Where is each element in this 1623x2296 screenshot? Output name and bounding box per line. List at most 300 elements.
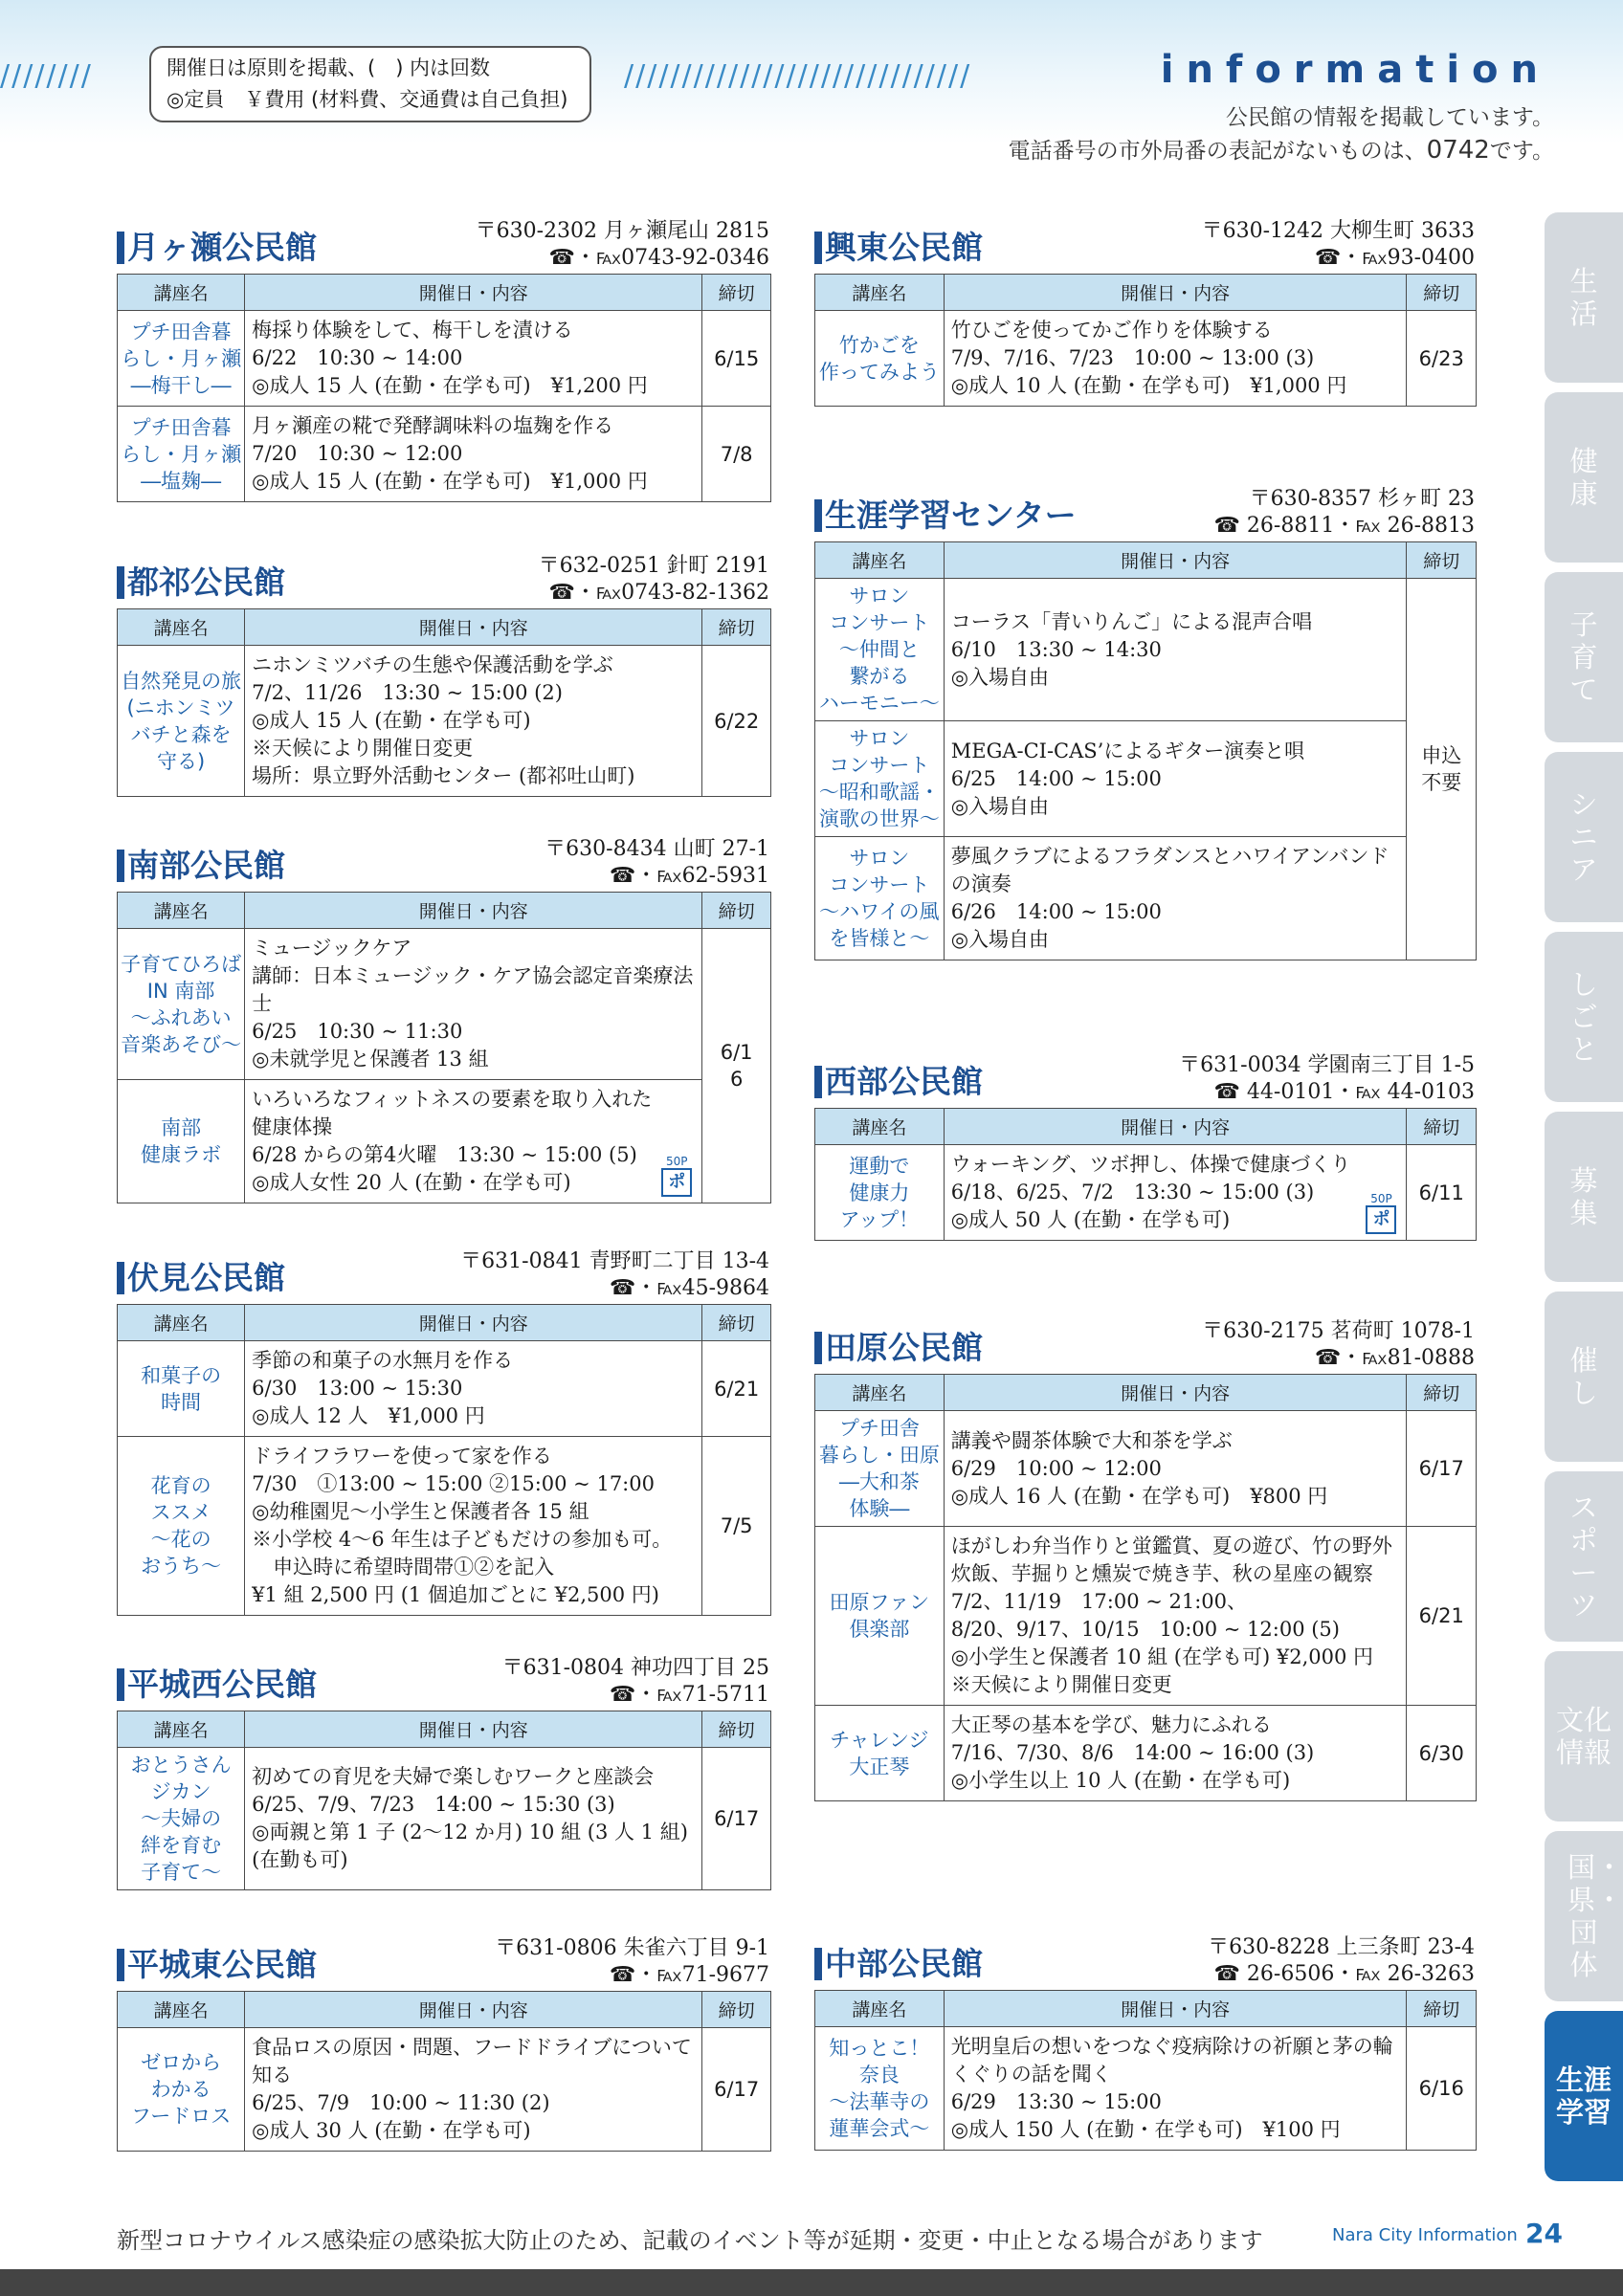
content-line: MEGA-CI-CAS’によるギター演奏と唄: [950, 739, 1305, 762]
content-line: ◎成人 15 人 (在勤・在学も可) ¥1,000 円: [252, 470, 648, 493]
content-line: 6/10 13:30 ~ 14:30: [950, 637, 1162, 661]
phone-fax: ☎・℻0743-92-0346: [548, 246, 769, 270]
table-header-row: [118, 1711, 771, 1748]
section-heijo-higashi: [117, 1935, 771, 2152]
course-name-line: 竹かごを: [838, 333, 920, 357]
content-line: ◎幼稚園児～小学生と保護者各 15 組: [252, 1500, 589, 1523]
course-content: [944, 579, 1407, 721]
section-address: [476, 218, 769, 272]
tab-kosodate[interactable]: 子育て: [1545, 572, 1623, 742]
course-name-line: 自然発見の旅: [121, 669, 242, 693]
course-table: [814, 1374, 1477, 1801]
section-header: [814, 218, 1477, 274]
postal-address: 〒630-8228 上三条町 23-4: [1208, 1935, 1475, 1959]
content-line: ◎入場自由: [950, 794, 1050, 818]
course-name-line: らし・月ヶ瀬: [121, 346, 242, 370]
section-address: [1208, 1934, 1475, 1988]
col-header-content: 開催日・内容: [944, 275, 1407, 311]
content-line: 講師：日本ミュージック・ケア協会認定音楽療法士: [252, 964, 694, 1015]
phone-fax: ☎ 26-6506・℻ 26-3263: [1213, 1962, 1475, 1986]
content-line: 季節の和菓子の水無月を作る: [252, 1349, 514, 1372]
col-header-content: 開催日・内容: [944, 1375, 1407, 1411]
table-header-row: [815, 1109, 1477, 1145]
section-title: 中部公民館: [814, 1948, 983, 1980]
col-header-content: 開催日・内容: [944, 542, 1407, 579]
point-amount: 50P: [666, 1155, 688, 1168]
bottom-bar: [0, 2269, 1623, 2296]
course-table: [117, 274, 771, 502]
legend-line-2: ◎定員 ￥費用 (材料費、交通費は自己負担): [167, 88, 568, 111]
col-header-course: 講座名: [815, 1991, 945, 2027]
deadline: 6/30: [1407, 1706, 1477, 1801]
postal-address: 〒630-8357 杉ヶ町 23: [1249, 487, 1475, 511]
course-name-line: ゼロから: [141, 2051, 222, 2074]
postal-address: 〒631-0034 学園南三丁目 1-5: [1179, 1053, 1475, 1077]
content-line: ◎成人 150 人 (在勤・在学も可) ¥100 円: [950, 2118, 1341, 2141]
course-name-line: サロン: [849, 847, 910, 870]
deadline: 6/21: [702, 1341, 771, 1437]
section-address: [545, 836, 769, 890]
content-line: 7/2、11/19 17:00 ~ 21:00、: [950, 1590, 1248, 1613]
section-address: [1214, 486, 1476, 540]
content-line: 梅採り体験をして、梅干しを漬ける: [252, 319, 573, 342]
tab-kenko[interactable]: 健康: [1545, 392, 1623, 563]
col-header-course: 講座名: [118, 1305, 245, 1341]
course-name: [815, 837, 945, 960]
phone-fax: ☎・℻0743-82-1362: [548, 581, 769, 605]
course-name-line: フードロス: [130, 2105, 232, 2128]
postal-address: 〒631-0841 青野町二丁目 13-4: [460, 1249, 769, 1273]
deadline: 6/11: [1407, 1145, 1477, 1241]
page-number: 24: [1525, 2218, 1563, 2249]
content-line: 夢風クラブによるフラダンスとハワイアンバンドの演奏: [950, 845, 1390, 895]
table-header-row: [815, 1375, 1477, 1411]
course-name-line: 繋がる: [849, 665, 910, 688]
section-title: 月ヶ瀬公民館: [117, 232, 317, 264]
course-name-line: ～法華寺の: [829, 2090, 930, 2113]
table-row: [118, 1080, 771, 1203]
course-name-line: 子育てひろば: [121, 952, 242, 976]
col-header-deadline: 締切: [702, 1711, 771, 1748]
course-name: [118, 407, 245, 502]
table-row: [118, 2028, 771, 2152]
section-seibu: [814, 1052, 1477, 1241]
col-header-content: 開催日・内容: [245, 1711, 702, 1748]
deadline: 6/17: [702, 1748, 771, 1890]
course-name-line: ―大和茶: [838, 1470, 920, 1493]
section-address: [539, 553, 769, 607]
phone-fax: ☎・℻62-5931: [609, 864, 769, 888]
course-name-line: ススメ: [150, 1501, 211, 1524]
course-name: [815, 1706, 945, 1801]
content-line: 月ヶ瀬産の糀で発酵調味料の塩麹を作る: [252, 414, 614, 437]
content-line: 食品ロスの原因・問題、フードドライブについて知る: [252, 2036, 692, 2086]
deadline: 6/22: [702, 646, 771, 797]
col-header-course: 講座名: [118, 1992, 245, 2028]
course-name-line: 守る): [156, 749, 206, 773]
course-name-line: コンサート: [829, 754, 930, 777]
section-address: [1202, 1318, 1475, 1372]
course-content: [245, 2028, 702, 2152]
section-header: [117, 1655, 771, 1711]
point-amount: 50P: [1370, 1192, 1392, 1205]
course-name-line: ―塩麹―: [141, 469, 222, 493]
course-name: [815, 1527, 945, 1706]
course-name-line: ハーモニー～: [818, 692, 940, 715]
course-name-line: IN 南部: [146, 979, 215, 1003]
phone-fax: ☎・℻71-9677: [609, 1963, 769, 1987]
postal-address: 〒631-0804 神功四丁目 25: [501, 1656, 769, 1680]
course-name-line: 時間: [161, 1390, 202, 1414]
postal-address: 〒632-0251 針町 2191: [538, 554, 769, 578]
point-label: ポ: [1366, 1205, 1396, 1234]
deadline: 6/16: [702, 929, 771, 1203]
section-tsukigase: [117, 218, 771, 502]
section-title: 都祁公民館: [117, 566, 285, 599]
course-name-line: ～花の: [150, 1528, 211, 1551]
table-header-row: [815, 275, 1477, 311]
section-header: [814, 1052, 1477, 1108]
header-subtitle: [1009, 101, 1554, 167]
table-header-row: [815, 1991, 1477, 2027]
course-name-line: 田原ファン: [829, 1591, 930, 1614]
section-title: 平城西公民館: [117, 1668, 317, 1701]
content-line: ◎小学生以上 10 人 (在勤・在学も可): [950, 1769, 1291, 1792]
phone-fax: ☎・℻81-0888: [1314, 1346, 1475, 1370]
col-header-course: 講座名: [815, 1375, 945, 1411]
col-header-deadline: 締切: [1407, 542, 1477, 579]
deadline: 6/17: [1407, 1411, 1477, 1527]
content-line: 6/28 からの第4火曜 13:30 ~ 15:00 (5): [252, 1143, 637, 1166]
course-content: [944, 2027, 1407, 2151]
subtitle-line-1: 公民館の情報を掲載しています。: [1225, 105, 1554, 130]
tab-shigoto[interactable]: しごと: [1545, 932, 1623, 1102]
course-name-line: サロン: [849, 585, 910, 607]
table-row: [815, 1706, 1477, 1801]
table-row: [815, 837, 1477, 960]
postal-address: 〒630-1242 大柳生町 3633: [1201, 219, 1475, 243]
table-row: [118, 311, 771, 407]
content-line: ドライフラワーを使って家を作る: [252, 1445, 552, 1468]
table-row: [118, 929, 771, 1080]
course-name-line: ～昭和歌謡・: [818, 781, 940, 804]
tab-senior[interactable]: シニア: [1545, 752, 1623, 922]
section-address: [460, 1248, 769, 1302]
course-name-line: プチ田舎暮: [130, 320, 232, 343]
course-table: [117, 1304, 771, 1616]
table-row: [118, 1748, 771, 1890]
col-header-deadline: 締切: [702, 1992, 771, 2028]
col-header-course: 講座名: [815, 275, 945, 311]
postal-address: 〒630-2302 月ヶ瀬尾山 2815: [475, 219, 769, 243]
course-name-line: おとうさん: [130, 1754, 232, 1777]
content-line: ◎未就学児と保護者 13 組: [252, 1048, 489, 1071]
section-title: 生涯学習センター: [814, 499, 1077, 532]
col-header-course: 講座名: [118, 275, 245, 311]
content-line: 6/25 10:30 ~ 11:30: [252, 1020, 463, 1043]
content-line: 大正琴の基本を学び、魅力にふれる: [950, 1713, 1272, 1736]
table-header-row: [815, 542, 1477, 579]
course-name: [118, 1748, 245, 1890]
content-line: 8/20、9/17、10/15 10:00 ~ 12:00 (5): [950, 1618, 1340, 1641]
tab-shogai-gakushu[interactable]: 生涯学習: [1545, 2011, 1623, 2181]
section-header: [117, 1935, 771, 1991]
tab-moyooshi[interactable]: 催し: [1545, 1292, 1623, 1462]
content-line: 6/25、7/9 10:00 ~ 11:30 (2): [252, 2091, 550, 2114]
section-fushimi: [117, 1248, 771, 1616]
course-content: [944, 721, 1407, 837]
content-line: 6/18、6/25、7/2 13:30 ~ 15:00 (3): [950, 1181, 1315, 1203]
table-row: [118, 407, 771, 502]
table-row: [815, 1145, 1477, 1241]
course-content: [944, 1145, 1407, 1241]
col-header-deadline: 締切: [702, 609, 771, 646]
table-row: [815, 1527, 1477, 1706]
course-table: [117, 608, 771, 797]
content-line: ほがしわ弁当作りと蛍鑑賞、夏の遊び、竹の野外炊飯、芋掘りと燻炭で焼き芋、秋の星座の観察: [950, 1534, 1392, 1585]
phone-fax: ☎ 26-8811・℻ 26-8813: [1213, 514, 1475, 538]
decor-slashes-right: //////////////////////////////: [624, 59, 972, 93]
col-header-deadline: 締切: [1407, 275, 1477, 311]
col-header-content: 開催日・内容: [245, 275, 702, 311]
table-header-row: [118, 1305, 771, 1341]
course-table: [814, 541, 1477, 960]
course-name-line: ～夫婦の: [141, 1807, 222, 1830]
course-content: [245, 929, 702, 1080]
content-line: ◎小学生と保護者 10 組 (在学も可) ¥2,000 円: [950, 1645, 1374, 1668]
course-content: [245, 311, 702, 407]
course-name: [118, 929, 245, 1080]
content-line: いろいろなフィットネスの要素を取り入れた健康体操: [252, 1088, 653, 1138]
section-header: [814, 486, 1477, 541]
course-name-line: アップ！: [839, 1207, 920, 1231]
course-name-line: (ニホンミツ: [126, 695, 235, 719]
table-row: [815, 579, 1477, 721]
course-name-line: ジカン: [150, 1780, 211, 1803]
course-name-line: 体験―: [849, 1497, 910, 1520]
point-badge-icon: [1366, 1192, 1396, 1234]
course-name-line: ～仲間と: [838, 638, 920, 661]
course-name-line: 倶楽部: [849, 1618, 910, 1641]
content-line: 7/2、11/26 13:30 ~ 15:00 (2): [252, 681, 563, 704]
content-line: 6/25、7/9、7/23 14:00 ~ 15:30 (3): [252, 1793, 615, 1816]
content-line: ◎成人 10 人 (在勤・在学も可) ¥1,000 円: [950, 374, 1347, 397]
course-name-line: 運動で: [849, 1154, 910, 1178]
footer-brand: Nara City Information: [1332, 2225, 1518, 2245]
content-line: ニホンミツバチの生態や保護活動を学ぶ: [252, 653, 613, 676]
section-heijo-nishi: [117, 1655, 771, 1890]
col-header-course: 講座名: [815, 1109, 945, 1145]
table-header-row: [118, 609, 771, 646]
section-title: 平城東公民館: [117, 1949, 317, 1981]
col-header-course: 講座名: [118, 893, 245, 929]
course-name-line: を皆様と～: [829, 927, 930, 950]
course-table: [117, 1991, 771, 2152]
tab-seikatsu[interactable]: 生活: [1545, 212, 1623, 383]
content-line: 光明皇后の想いをつなぐ疫病除けの祈願と茅の輪くぐりの話を聞く: [950, 2035, 1393, 2086]
content-line: コーラス「青いりんご」による混声合唱: [950, 609, 1313, 633]
course-name: [118, 311, 245, 407]
content-line: 6/29 10:00 ~ 12:00: [950, 1456, 1162, 1480]
course-name: [118, 1437, 245, 1616]
deadline: 6/21: [1407, 1527, 1477, 1706]
legend-box: [149, 46, 591, 122]
course-table: [814, 274, 1477, 407]
content-line: 竹ひごを使ってかご作りを体験する: [950, 319, 1273, 342]
col-header-deadline: 締切: [1407, 1109, 1477, 1145]
postal-address: 〒630-2175 茗荷町 1078-1: [1202, 1319, 1475, 1343]
course-table: [117, 1711, 771, 1890]
course-name: [815, 2027, 945, 2151]
deadline: 7/5: [702, 1437, 771, 1616]
section-title: 興東公民館: [814, 232, 983, 264]
postal-address: 〒631-0806 朱雀六丁目 9-1: [495, 1936, 769, 1960]
course-name: [118, 2028, 245, 2152]
col-header-content: 開催日・内容: [944, 1109, 1407, 1145]
course-name-line: 音楽あそび～: [121, 1032, 242, 1056]
phone-fax: ☎・℻93-0400: [1314, 246, 1475, 270]
content-line: ◎成人 30 人 (在勤・在学も可): [252, 2119, 531, 2142]
content-line: 6/25 14:00 ~ 15:00: [950, 766, 1162, 790]
deadline: 7/8: [702, 407, 771, 502]
col-header-content: 開催日・内容: [245, 609, 702, 646]
course-name-line: 知っとこ！: [829, 2037, 930, 2060]
table-row: [815, 721, 1477, 837]
content-line: ◎両親と第 1 子 (2～12 か月) 10 組 (3 人 1 組): [252, 1821, 688, 1843]
course-name-line: 和菓子の: [141, 1363, 222, 1387]
course-name-line: ―梅干し―: [130, 373, 232, 397]
content-line: ウォーキング、ツボ押し、体操で健康づくり: [950, 1153, 1351, 1176]
course-name-line: 健康力: [849, 1181, 910, 1204]
course-name-line: プチ田舎暮: [130, 415, 232, 439]
course-name-line: 暮らし・田原: [818, 1444, 940, 1467]
course-content: [245, 646, 702, 797]
course-name-line: 奈良: [858, 2064, 900, 2086]
course-name: [815, 721, 945, 837]
section-title: 伏見公民館: [117, 1262, 285, 1294]
col-header-content: 開催日・内容: [944, 1991, 1407, 2027]
tab-bunka-joho[interactable]: 文化情報: [1545, 1651, 1623, 1821]
section-header: [117, 836, 771, 892]
deadline: 6/17: [702, 2028, 771, 2152]
content-line: 6/29 13:30 ~ 15:00: [950, 2090, 1162, 2113]
section-title: 南部公民館: [117, 850, 285, 882]
section-header: [814, 1934, 1477, 1990]
course-name-line: 演歌の世界～: [818, 807, 940, 830]
section-address: [495, 1935, 769, 1989]
course-name: [118, 1341, 245, 1437]
course-name-line: おうち～: [141, 1555, 222, 1578]
section-kounan: [814, 218, 1477, 407]
content-line: ◎成人 15 人 (在勤・在学も可): [252, 709, 531, 732]
section-header: [117, 1248, 771, 1304]
col-header-deadline: 締切: [702, 893, 771, 929]
tab-kuni-ken-dantai[interactable]: 国・県・団体: [1545, 1831, 1623, 2001]
course-content: [944, 837, 1407, 960]
course-name-line: サロン: [849, 727, 910, 750]
course-table: [814, 1990, 1477, 2151]
content-line: ※天候により開催日変更: [950, 1673, 1172, 1696]
content-line: ¥1 組 2,500 円 (1 個追加ごとに ¥2,500 円): [252, 1583, 659, 1606]
table-row: [815, 2027, 1477, 2151]
course-content: [245, 1080, 702, 1203]
course-content: [944, 1411, 1407, 1527]
phone-fax: ☎・℻45-9864: [609, 1276, 769, 1300]
content-line: 7/9、7/16、7/23 10:00 ~ 13:00 (3): [950, 346, 1315, 369]
table-row: [815, 311, 1477, 407]
content-line: 7/20 10:30 ~ 12:00: [252, 442, 463, 465]
table-row: [118, 646, 771, 797]
subtitle-line-2: 電話番号の市外局番の表記がないものは、0742です。: [1008, 136, 1554, 165]
col-header-course: 講座名: [118, 1711, 245, 1748]
point-badge-icon: [661, 1155, 692, 1197]
content-line: 申込時に希望時間帯①②を記入: [273, 1556, 555, 1578]
tab-sports[interactable]: スポーツ: [1545, 1471, 1623, 1642]
deadline: 6/15: [702, 311, 771, 407]
course-name-line: 子育て～: [141, 1861, 222, 1884]
section-title: 田原公民館: [814, 1332, 983, 1364]
decor-slashes-left: ////////: [0, 59, 93, 93]
course-name-line: 作ってみよう: [818, 360, 940, 384]
content-line: ◎入場自由: [950, 928, 1050, 951]
section-header: [117, 218, 771, 274]
course-name-line: わかる: [150, 2078, 211, 2101]
section-address: [1179, 1052, 1475, 1106]
col-header-deadline: 締切: [1407, 1375, 1477, 1411]
course-content: [245, 1437, 702, 1616]
footer-note: 新型コロナウイルス感染症の感染拡大防止のため、記載のイベント等が延期・変更・中止となる場合があります: [117, 2227, 1263, 2254]
course-name-line: コンサート: [829, 611, 930, 634]
deadline: 6/16: [1407, 2027, 1477, 2151]
content-line: 場所：県立野外活動センター (都祁吐山町): [252, 764, 635, 787]
content-line: 6/26 14:00 ~ 15:00: [950, 900, 1162, 923]
course-name-line: 南部: [161, 1116, 202, 1139]
course-name-line: 絆を育む: [141, 1834, 222, 1857]
point-label: ポ: [661, 1168, 692, 1197]
table-header-row: [118, 1992, 771, 2028]
course-name-line: 健康ラボ: [141, 1143, 222, 1166]
page-title: information: [1160, 48, 1550, 92]
course-table: [117, 892, 771, 1203]
content-line: (在勤も可): [252, 1848, 348, 1871]
tab-boshu[interactable]: 募集: [1545, 1112, 1623, 1282]
course-name-line: 大正琴: [849, 1755, 910, 1778]
col-header-content: 開催日・内容: [245, 1992, 702, 2028]
course-content: [944, 311, 1407, 407]
phone-fax: ☎ 44-0101・℻ 44-0103: [1213, 1080, 1475, 1104]
content-line: ◎成人 15 人 (在勤・在学も可) ¥1,200 円: [252, 374, 648, 397]
section-nanbu: [117, 836, 771, 1203]
content-line: 初めての育児を夫婦で楽しむワークと座談会: [252, 1765, 655, 1788]
course-name-line: ～ハワイの風: [819, 900, 940, 923]
content-line: ◎成人女性 20 人 (在勤・在学も可): [252, 1171, 571, 1194]
course-content: [944, 1527, 1407, 1706]
deadline: 申込不要: [1407, 579, 1477, 960]
course-name-line: コンサート: [829, 873, 930, 896]
table-row: [815, 1411, 1477, 1527]
course-name: [118, 1080, 245, 1203]
course-name-line: プチ田舎: [838, 1417, 920, 1440]
section-tawara: [814, 1318, 1477, 1801]
content-line: ※小学校 4～6 年生は子どもだけの参加も可。: [252, 1528, 673, 1551]
col-header-course: 講座名: [815, 542, 945, 579]
course-name: [815, 579, 945, 721]
course-table: [814, 1108, 1477, 1241]
col-header-deadline: 締切: [702, 1305, 771, 1341]
section-title: 西部公民館: [814, 1066, 983, 1098]
course-content: [245, 407, 702, 502]
deadline: 6/23: [1407, 311, 1477, 407]
